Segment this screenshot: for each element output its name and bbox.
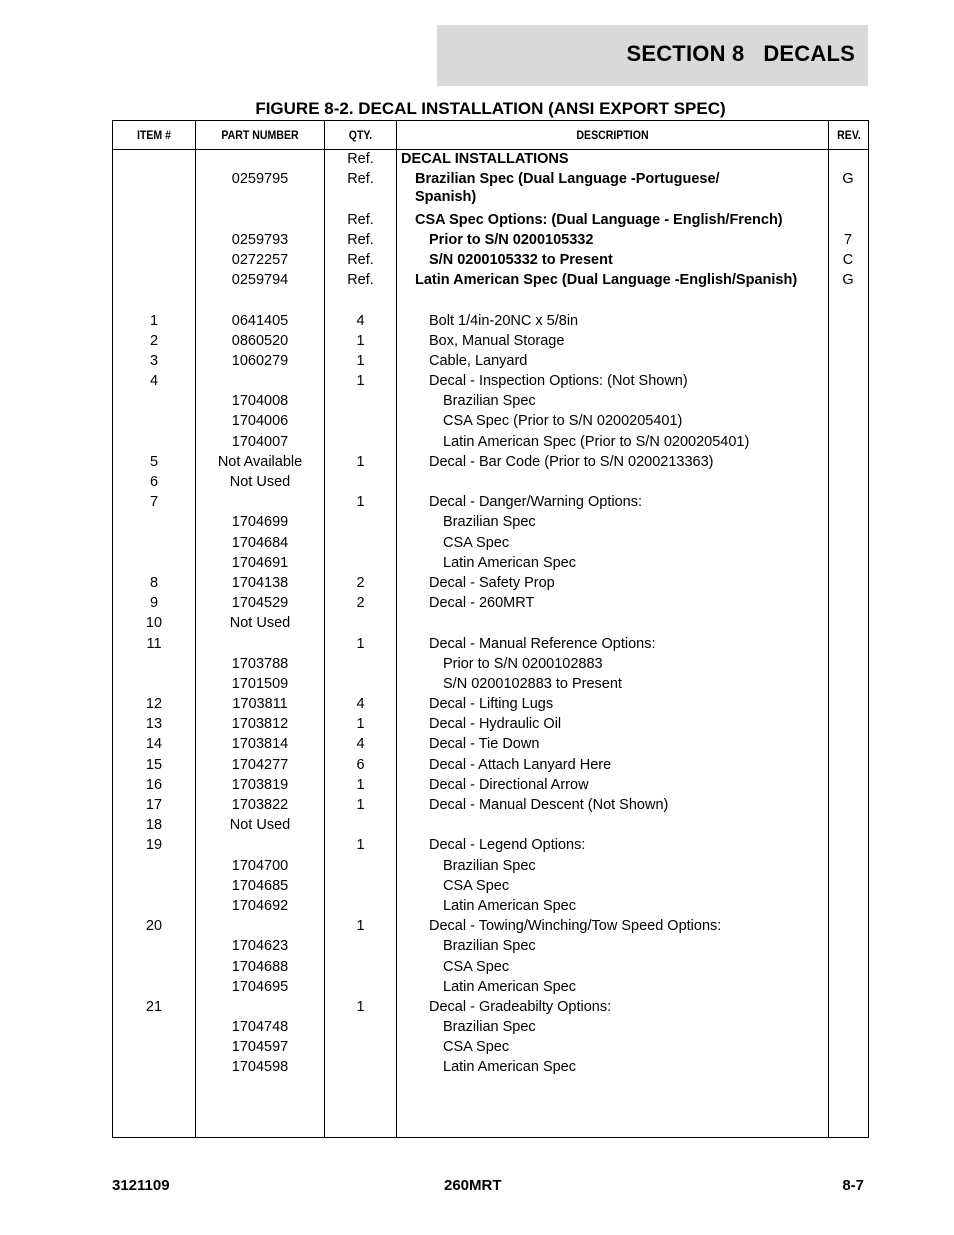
cell-part-number: 1704597 [231,1039,289,1056]
cell-item-number: 10 [145,615,163,632]
cell-quantity: 1 [356,998,365,1015]
cell-quantity: 1 [356,837,365,854]
cell-description: Latin American Spec [443,554,576,571]
table-row [113,917,868,937]
cell-item-number: 16 [145,776,163,793]
cell-part-number: 1704688 [231,958,289,975]
cell-description: Decal - Tie Down [429,736,540,753]
cell-part-number: 1703788 [231,655,289,672]
cell-part-number: 0641405 [231,312,289,329]
cell-part-number: 1704684 [231,534,289,551]
cell-item-number: 9 [149,595,159,612]
cell-description: Prior to S/N 0200102883 [443,655,603,672]
table-row [113,735,868,755]
table-row [113,877,868,897]
cell-part-number: 1704692 [231,897,289,914]
cell-description: CSA Spec [443,534,510,551]
table-row [113,675,868,695]
cell-part-number: 1704529 [231,595,289,612]
cell-part-number: 1704700 [231,857,289,874]
cell-part-number: 0272257 [231,251,289,268]
table-row [113,473,868,493]
cell-revision: C [842,251,854,268]
cell-description: CSA Spec [443,1039,510,1056]
cell-description: S/N 0200102883 to Present [443,675,622,692]
table-row [113,251,868,271]
cell-part-number: 1704691 [231,554,289,571]
table-row [113,271,868,291]
cell-quantity: Ref. [347,251,374,268]
cell-description: Decal - Inspection Options: (Not Shown) [429,373,688,390]
table-row [113,816,868,836]
cell-quantity: 1 [356,332,365,349]
cell-description: Brazilian Spec [443,857,536,874]
table-row [113,998,868,1018]
table-row [113,433,868,453]
cell-quantity: Ref. [347,211,374,228]
cell-description: Latin American Spec (Prior to S/N 0200205401) [443,433,750,450]
cell-description: Cable, Lanyard [429,352,528,369]
cell-part-number: 0259794 [231,272,289,289]
table-body [113,150,868,1079]
table-row [113,776,868,796]
cell-part-number: Not Used [229,615,291,632]
cell-item-number: 19 [145,837,163,854]
cell-description: Decal - 260MRT [429,595,535,612]
cell-description: Box, Manual Storage [429,332,565,349]
cell-item-number: 7 [149,494,159,511]
cell-item-number: 18 [145,817,163,834]
cell-description: CSA Spec (Prior to S/N 0200205401) [443,413,683,430]
cell-quantity: 4 [356,696,365,713]
cell-part-number: Not Used [229,817,291,834]
cell-description: Decal - Manual Descent (Not Shown) [429,797,669,814]
cell-description: Brazilian Spec [443,1019,536,1036]
cell-item-number: 4 [149,373,159,390]
cell-quantity: 1 [356,635,365,652]
table-row [113,937,868,957]
cell-revision: G [842,171,854,188]
cell-item-number: 13 [145,716,163,733]
cell-description: Decal - Safety Prop [429,574,555,591]
cell-quantity: 1 [356,494,365,511]
cell-description: CSA Spec Options: (Dual Language - English/French) [415,211,783,228]
table-row [113,312,868,332]
table-row [113,392,868,412]
cell-item-number: 21 [145,998,163,1015]
table-row [113,372,868,392]
cell-quantity: Ref. [347,151,374,167]
header-rev: REV. [837,128,861,142]
cell-part-number: Not Used [229,474,291,491]
cell-part-number: 0259795 [231,171,289,188]
cell-part-number: 1704748 [231,1019,289,1036]
table-row [113,291,868,311]
cell-quantity: 4 [356,312,365,329]
table-row [113,756,868,776]
table-row [113,958,868,978]
cell-quantity: 2 [356,595,365,612]
cell-part-number: 1703819 [231,776,289,793]
table-row [113,493,868,513]
table-row [113,836,868,856]
cell-part-number: 1704008 [231,393,289,410]
cell-description: Decal - Bar Code (Prior to S/N 0200213363) [429,453,714,470]
cell-description: DECAL INSTALLATIONS [401,151,569,167]
cell-quantity: 6 [356,756,365,773]
cell-item-number: 3 [149,352,159,369]
header-part-number: PART NUMBER [221,128,299,142]
cell-description: Latin American Spec [443,978,576,995]
cell-part-number: 0860520 [231,332,289,349]
cell-revision: G [842,272,854,289]
cell-quantity: Ref. [347,272,374,289]
footer-page-number: 8-7 [842,1177,864,1194]
cell-item-number: 17 [145,797,163,814]
cell-quantity: 1 [356,373,365,390]
cell-part-number: 1060279 [231,352,289,369]
cell-quantity: Ref. [347,171,374,188]
table-row [113,332,868,352]
cell-item-number: 1 [149,312,159,329]
cell-description: Brazilian Spec [443,514,536,531]
cell-description: Decal - Directional Arrow [429,776,589,793]
table-row [113,857,868,877]
cell-quantity: 1 [356,776,365,793]
cell-description: Brazilian Spec [443,938,536,955]
cell-part-number: 1704277 [231,756,289,773]
cell-description: CSA Spec [443,877,510,894]
cell-part-number: 1704685 [231,877,289,894]
cell-part-number: 1704598 [231,1059,289,1076]
cell-part-number: 1701509 [231,675,289,692]
cell-description: Decal - Towing/Winching/Tow Speed Options: [429,918,722,935]
cell-description: Decal - Manual Reference Options: [429,635,656,652]
cell-item-number: 12 [145,696,163,713]
table-row [113,352,868,372]
table-row [113,978,868,998]
cell-item-number: 5 [149,453,159,470]
footer-model: 260MRT [444,1177,502,1194]
cell-quantity: 1 [356,352,365,369]
table-row [113,635,868,655]
cell-part-number: 1703822 [231,797,289,814]
table-row [113,453,868,473]
cell-part-number: 1704006 [231,413,289,430]
table-row [113,574,868,594]
cell-part-number: 1704699 [231,514,289,531]
cell-description: Latin American Spec [443,1059,576,1076]
table-row [113,150,868,170]
cell-description: S/N 0200105332 to Present [429,251,613,268]
table-row [113,534,868,554]
cell-description: Brazilian Spec [443,393,536,410]
table-row [113,695,868,715]
cell-part-number: 1704007 [231,433,289,450]
cell-description: Decal - Lifting Lugs [429,696,554,713]
parts-table [112,120,869,1138]
table-row [113,614,868,634]
footer-doc-number: 3121109 [112,1177,170,1194]
cell-quantity: Ref. [347,231,374,248]
cell-item-number: 20 [145,918,163,935]
cell-revision: 7 [843,231,853,248]
table-row [113,594,868,614]
section-header [437,25,868,86]
cell-description: Decal - Danger/Warning Options: [429,494,643,511]
cell-description: Latin American Spec [443,897,576,914]
table-row [113,897,868,917]
table-row [113,554,868,574]
table-row [113,170,868,210]
cell-description: CSA Spec [443,958,510,975]
table-row [113,1038,868,1058]
header-item: ITEM # [136,128,172,142]
table-row [113,412,868,432]
cell-description: Bolt 1/4in-20NC x 5/8in [429,312,579,329]
cell-description: Latin American Spec (Dual Language -English/Spanish) [415,272,798,289]
cell-item-number: 8 [149,574,159,591]
cell-description: Decal - Legend Options: [429,837,586,854]
cell-description: Decal - Gradeabilty Options: [429,998,612,1015]
table-row [113,1058,868,1078]
cell-part-number: Not Available [217,453,303,470]
table-row [113,796,868,816]
cell-part-number: 0259793 [231,231,289,248]
cell-quantity: 4 [356,736,365,753]
cell-part-number: 1703814 [231,736,289,753]
cell-description: Decal - Hydraulic Oil [429,716,562,733]
header-description: DESCRIPTION [576,128,649,142]
cell-quantity: 2 [356,574,365,591]
table-row [113,513,868,533]
cell-item-number: 15 [145,756,163,773]
cell-item-number: 11 [146,635,162,652]
cell-quantity: 1 [356,918,365,935]
cell-part-number: 1704695 [231,978,289,995]
table-row [113,655,868,675]
cell-description: Prior to S/N 0200105332 [429,231,594,248]
section-title: SECTION 8 DECALS [626,41,855,66]
cell-part-number: 1704623 [231,938,289,955]
cell-description: Brazilian Spec (Dual Language -Portuguese/ Spanish) [415,171,720,206]
cell-item-number: 2 [149,332,159,349]
cell-part-number: 1704138 [231,574,289,591]
table-row [113,211,868,231]
cell-item-number: 6 [149,474,159,491]
cell-description: Decal - Attach Lanyard Here [429,756,612,773]
cell-quantity: 1 [356,716,365,733]
table-row [113,715,868,735]
cell-part-number: 1703811 [232,696,288,713]
cell-part-number: 1703812 [231,716,289,733]
table-row [113,231,868,251]
table-row [113,1018,868,1038]
cell-quantity: 1 [356,797,365,814]
cell-quantity: 1 [356,453,365,470]
figure-title: FIGURE 8-2. DECAL INSTALLATION (ANSI EXPORT SPEC) [255,99,726,118]
header-qty: QTY. [348,128,373,142]
cell-item-number: 14 [145,736,163,753]
